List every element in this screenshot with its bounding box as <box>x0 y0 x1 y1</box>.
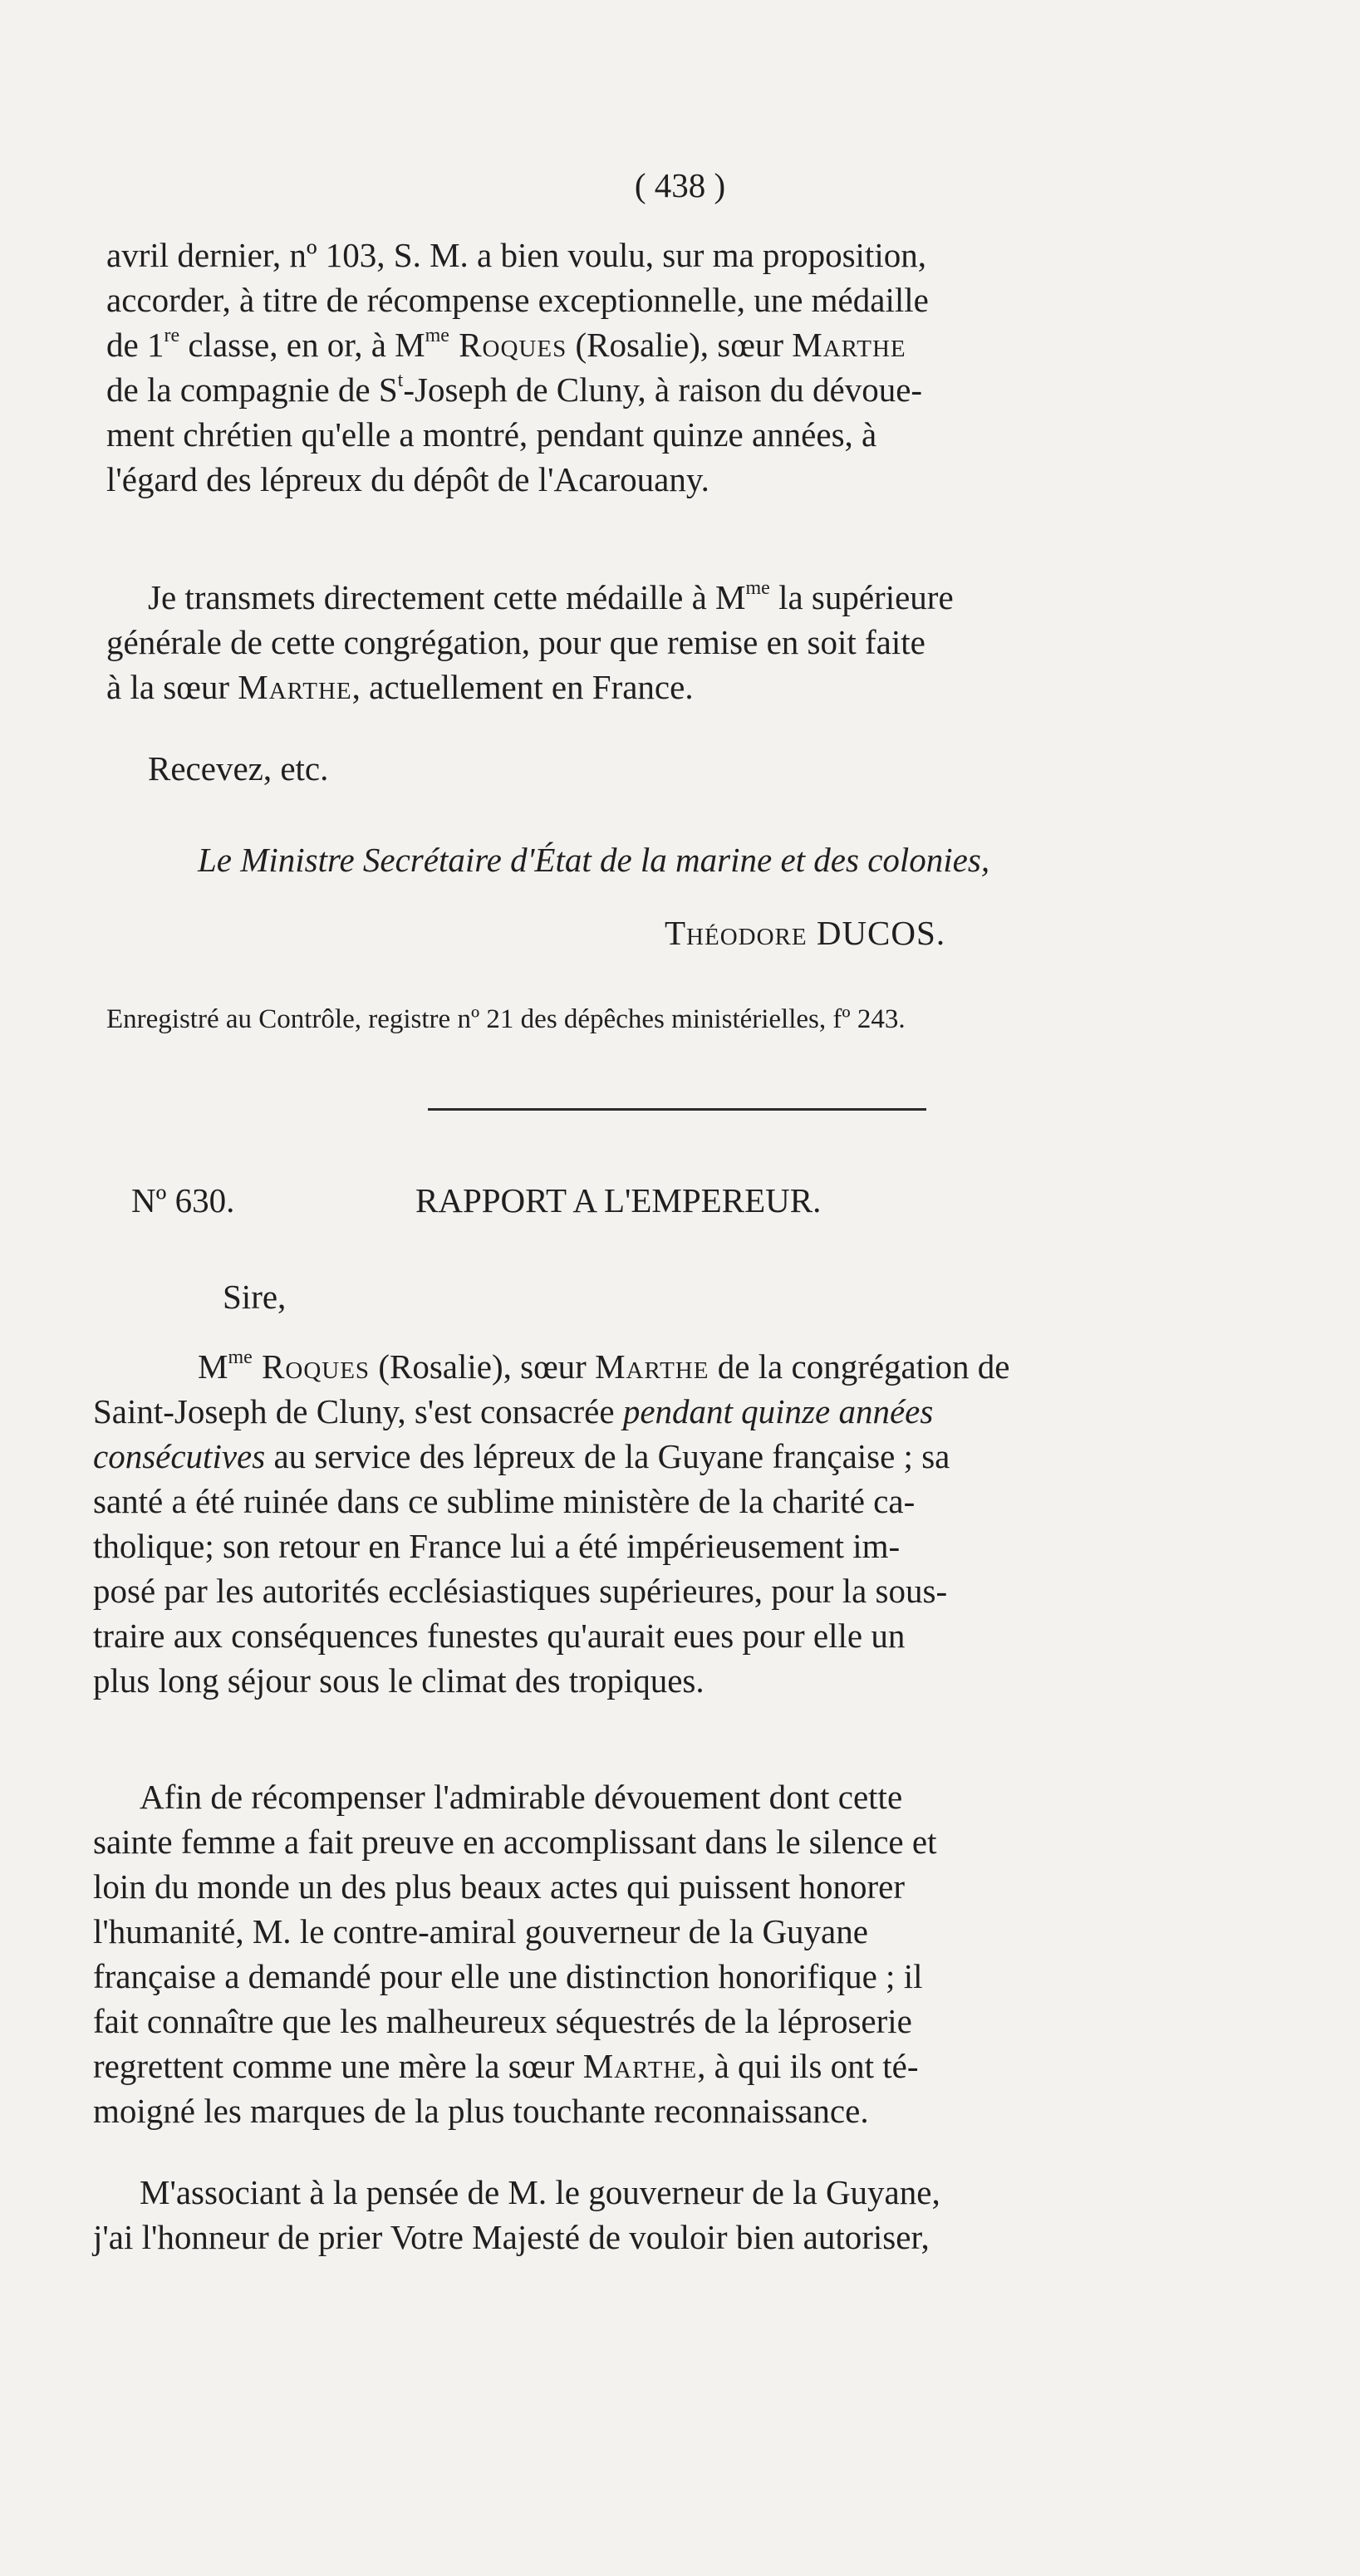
report-p2-line-2: sainte femme a fait preuve en accomplissant dans le silence et <box>93 1823 937 1861</box>
report-p1-line-7: traire aux conséquences funestes qu'aurait eues pour elle un <box>93 1617 906 1655</box>
report-p2-line-3: loin du monde un des plus beaux actes qui puissent honorer <box>93 1867 905 1906</box>
report-p3-line-2: j'ai l'honneur de prier Votre Majesté de vouloir bien autoriser, <box>93 2218 930 2256</box>
letter-line-5: ment chrétien qu'elle a montré, pendant quinze années, à <box>106 415 877 454</box>
report-p1-line-8: plus long séjour sous le climat des tropiques. <box>93 1661 705 1700</box>
report-p2-line-6: fait connaître que les malheureux séquestrés de la léproserie <box>93 2002 912 2040</box>
letter-line-2: accorder, à titre de récompense exceptionnelle, une médaille <box>106 281 929 319</box>
report-p1-line-4: santé a été ruinée dans ce sublime ministère de la charité ca- <box>93 1482 916 1520</box>
letter-p2-line-1: Je transmets directement cette médaille à $M^{me}$ la supérieure <box>148 577 954 616</box>
minister-title: Le Ministre Secrétaire d'État de la marine et des colonies, <box>198 841 990 879</box>
letter-line-3: de 1re classe, en or, à $M^{me}$ Roques (Rosalie), sœur Marthe <box>106 325 906 364</box>
report-p3-line-1: M'associant à la pensée de M. le gouverneur de la Guyane, <box>140 2173 940 2211</box>
report-p2-line-7: regrettent comme une mère la sœur Marthe, à qui ils ont té- <box>93 2047 919 2085</box>
report-title: RAPPORT A L'EMPEREUR. <box>415 1181 822 1219</box>
letter-line-1: avril dernier, nº 103, S. M. a bien voulu, sur ma proposition, <box>106 236 926 274</box>
registration-note: Enregistré au Contrôle, registre nº 21 des dépêches ministérielles, fº 243. <box>106 1004 906 1034</box>
letter-line-4: de la compagnie de $S^t$-Joseph de Cluny, à raison du dévoue- <box>106 370 923 409</box>
letter-p2-line-3: à la sœur Marthe, actuellement en France. <box>106 668 694 706</box>
report-p2-line-4: l'humanité, M. le contre-amiral gouverneur de la Guyane <box>93 1912 868 1950</box>
report-p2-line-8: moigné les marques de la plus touchante reconnaissance. <box>93 2092 869 2130</box>
letter-line-6: l'égard des lépreux du dépôt de l'Acarouany. <box>106 460 709 498</box>
report-p1-line-2: Saint-Joseph de Cluny, s'est consacrée pendant quinze années <box>93 1392 934 1430</box>
report-p1-line-6: posé par les autorités ecclésiastiques supérieures, pour la sous- <box>93 1572 948 1610</box>
report-p2-line-5: française a demandé pour elle une distinction honorifique ; il <box>93 1957 923 1995</box>
signature: Théodore DUCOS. <box>665 914 946 952</box>
report-p2-line-1: Afin de récompenser l'admirable dévouement dont cette <box>140 1778 903 1816</box>
salutation: Sire, <box>223 1278 287 1316</box>
letter-p2-line-2: générale de cette congrégation, pour que remise en soit faite <box>106 623 925 661</box>
report-number: Nº 630. <box>131 1181 235 1219</box>
page-number: ( 438 ) <box>634 166 726 204</box>
closing: Recevez, etc. <box>148 749 329 788</box>
report-p1-line-1: $M^{me}$ Roques (Rosalie), sœur Marthe de la congrégation de <box>198 1347 1010 1386</box>
section-divider <box>428 1108 926 1111</box>
report-p1-line-3: consécutives au service des lépreux de la Guyane française ; sa <box>93 1437 950 1475</box>
report-p1-line-5: tholique; son retour en France lui a été impérieusement im- <box>93 1527 901 1565</box>
